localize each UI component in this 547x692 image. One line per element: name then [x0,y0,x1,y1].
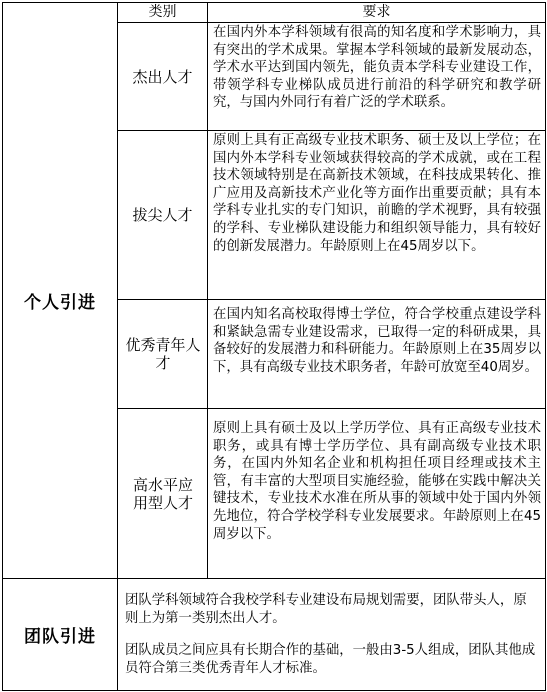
requirement-young-talent: 在国内知名高校取得博士学位，符合学校重点建设学科和紧缺急需专业建设需求，已取得一定的科研成果，具备较好的发展潜力和科研能力。年龄原则上在35周岁以下，具有高级专业技术职务者，年龄可放宽至40周岁。 [213,307,541,375]
header-category: 类别 [148,4,177,20]
category-young-talent: 优秀青年人才 [125,336,201,372]
table-border-right [545,2,546,691]
table-border-bottom [2,690,546,691]
category-applied-talent: 高水平应用型人才 [132,475,193,512]
category-column-divider [207,2,208,578]
team-requirement-1: 团队学科领域符合我校学科专业建设布局规划需要，团队带头人，原则上为第一类别杰出人才。 [125,593,527,626]
group-team: 团队引进 [24,627,96,647]
team-requirement-2: 团队成员之间应具有长期合作的基础，一般由3-5人组成，团队其他成员符合第三类优秀青年人才标准。 [125,643,536,676]
requirement-top-talent: 原则上具有正高级专业技术职务、硕士及以上学位；在国内外本学科专业领域获得较高的学术成就，或在工程技术领域特别是在高新技术领域，在科技成果转化、推广应用及高新技术产业化等方面作出重要贡献；具有本学科专业扎实的专门知识，前瞻的学术视野，具有较强的学科、专业梯队建设能力和组织领导能力，具有较好的创新发展潜力。年龄原则上在45周岁以下。 [213,133,541,254]
requirement-outstanding-talent: 在国内外本学科领域有很高的知名度和学术影响力，具有突出的学术成果。掌握本学科领域的最新发展动态，学术水平达到国内领先，能负责本学科专业建设工作，带领学科专业梯队成员进行前沿的科学研究和教学研究，与国内外同行有着广泛的学术联系。 [213,25,541,111]
header-requirement: 要求 [362,4,391,20]
group-individual: 个人引进 [24,293,96,313]
requirement-applied-talent: 原则上具有硕士及以上学历学位、具有正高级专业技术职务，或具有博士学历学位、具有副高级专业技术职务，在国内外知名企业和机构担任项目经理或技术主管，有丰富的大型项目实施经验，能够在实践中解决关键技术，专业技术水准在所从事的领域中处于国内外领先地位，符合学校学科专业发展要求。年龄原则上在45周岁以下。 [213,421,541,542]
category-outstanding-talent: 杰出人才 [132,67,193,86]
group-column-divider [117,2,118,691]
category-top-talent: 拔尖人才 [132,206,193,224]
